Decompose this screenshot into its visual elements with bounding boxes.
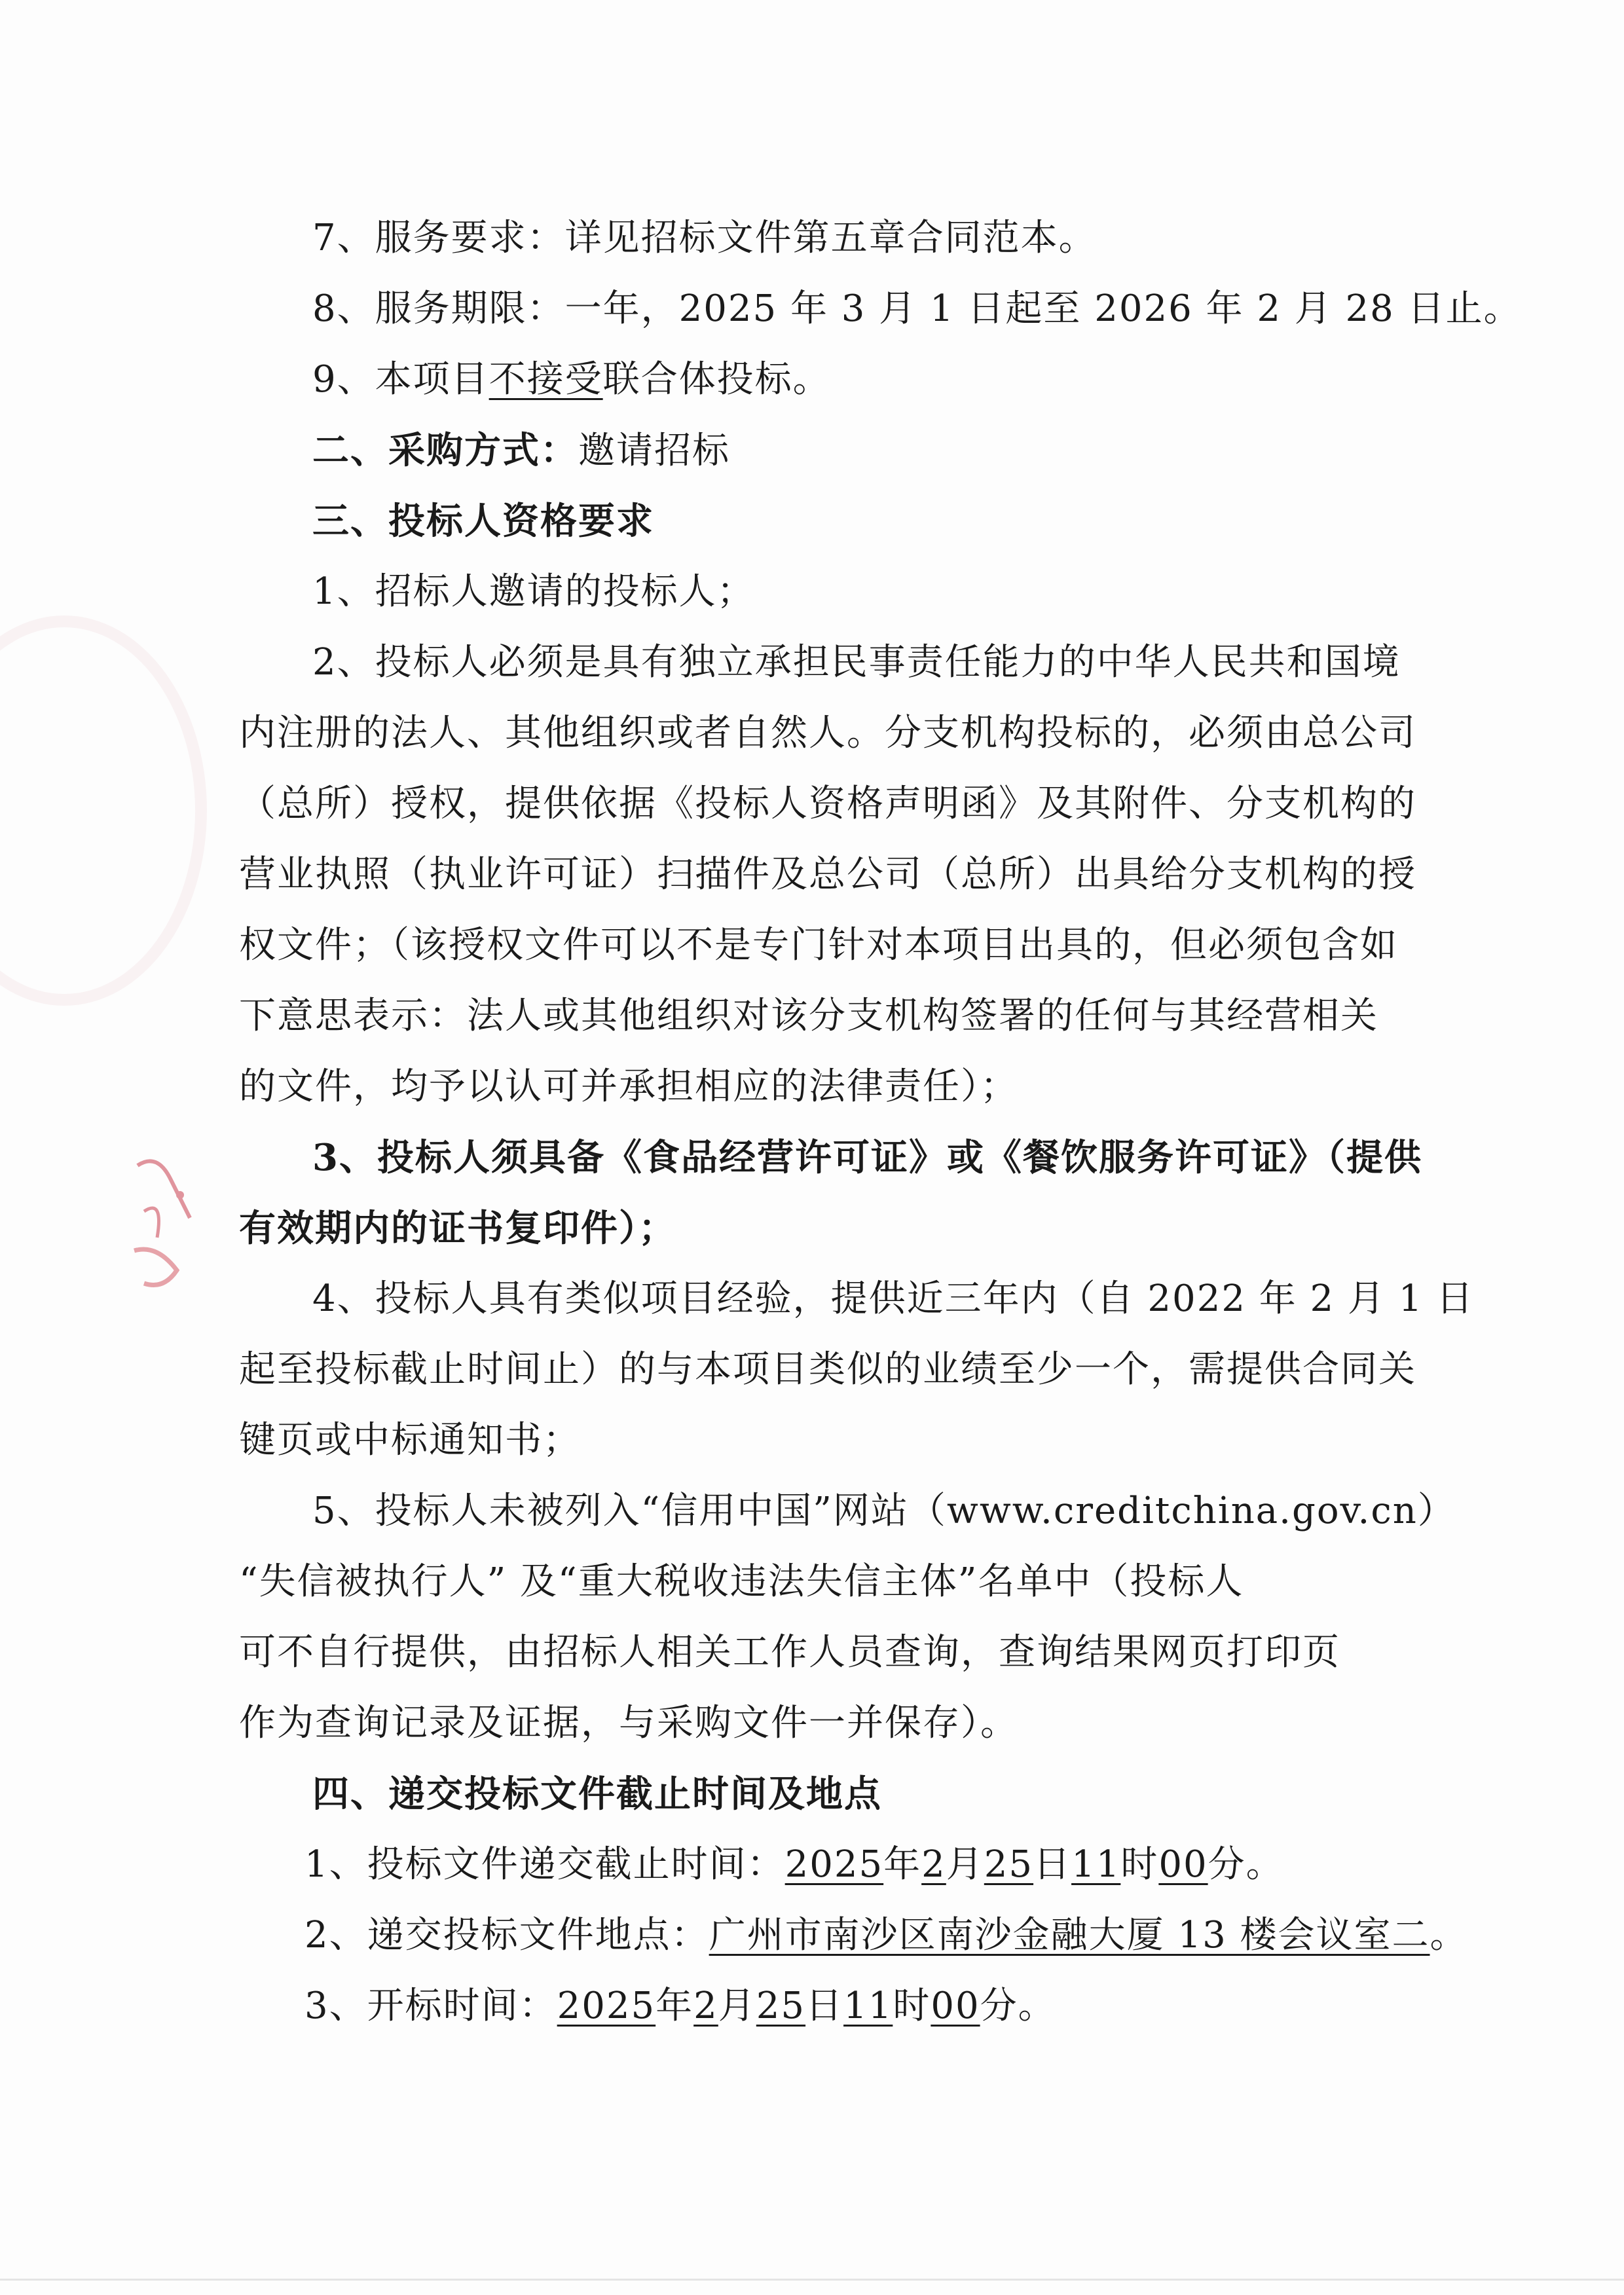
requirement-4-line: 键页或中标通知书； [239, 1419, 581, 1461]
opening-label: 3、开标时间： [304, 1985, 557, 2027]
requirement-2-line: 内注册的法人、其他组织或者自然人。分支机构投标的，必须由总公司 [239, 712, 1416, 754]
unit-minute: 分。 [1208, 1843, 1284, 1886]
document-body [239, 203, 1522, 2042]
opening-hour: 11 [843, 1985, 893, 2027]
requirement-2-line: 的文件，均予以认可并承担相应的法律责任）； [239, 1065, 1018, 1108]
deadline-month: 2 [921, 1843, 946, 1886]
requirement-1: 1、招标人邀请的投标人； [312, 570, 755, 613]
page-bottom-edge [0, 2279, 1624, 2281]
unit-year: 年 [655, 1985, 694, 2027]
section-4-heading: 四、递交投标文件截止时间及地点 [312, 1772, 882, 1816]
unit-day: 日 [805, 1985, 844, 2027]
unit-month: 月 [718, 1985, 756, 2027]
requirement-2-line: （总所）授权，提供依据《投标人资格声明函》及其附件、分支机构的 [239, 782, 1416, 825]
unit-year: 年 [883, 1843, 922, 1886]
requirement-2-line: 下意思表示：法人或其他组织对该分支机构签署的任何与其经营相关 [239, 995, 1378, 1037]
item-8: 8、服务期限：一年，2025 年 3 月 1 日起至 2026 年 2 月 28 日止。 [312, 287, 1522, 330]
requirement-3-line: 有效期内的证书复印件）； [239, 1207, 676, 1250]
requirement-4-line: 4、投标人具有类似项目经验，提供近三年内（自 2022 年 2 月 1 日 [312, 1277, 1475, 1320]
requirement-2-line: 营业执照（执业许可证）扫描件及总公司（总所）出具给分支机构的授 [239, 853, 1416, 896]
deadline-year: 2025 [784, 1843, 884, 1886]
item-9-prefix: 9、本项目 [312, 358, 489, 401]
item-9 [239, 344, 1392, 415]
unit-minute: 分。 [980, 1985, 1056, 2027]
requirement-5-line: 5、投标人未被列入“信用中国”网站（www.creditchina.gov.cn） [312, 1490, 1456, 1532]
unit-hour: 时 [1120, 1843, 1159, 1886]
requirement-5-line: 作为查询记录及证据，与采购文件一并保存）。 [239, 1702, 1018, 1744]
deadline-hour: 11 [1071, 1843, 1121, 1886]
deadline-label: 1、投标文件递交截止时间： [304, 1843, 785, 1886]
unit-month: 月 [946, 1843, 984, 1886]
section-2-value: 邀请招标 [578, 430, 730, 472]
unit-hour: 时 [893, 1985, 931, 2027]
red-seal-fragment [118, 1139, 229, 1310]
place-label: 2、递交投标文件地点： [304, 1914, 709, 1956]
requirement-3-line: 3、投标人须具备《食品经营许可证》或《餐饮服务许可证》（提供 [312, 1136, 1422, 1179]
section-2 [239, 415, 1392, 486]
requirement-5-line: 可不自行提供，由招标人相关工作人员查询，查询结果网页打印页 [239, 1631, 1340, 1674]
place-value: 广州市南沙区南沙金融大厦 13 楼会议室二 [709, 1914, 1430, 1956]
opening-year: 2025 [557, 1985, 656, 2027]
deadline-line [239, 1829, 1392, 1900]
requirement-2-line: 2、投标人必须是具有独立承担民事责任能力的中华人民共和国境 [312, 641, 1401, 684]
item-9-suffix: 联合体投标。 [602, 358, 831, 401]
item-9-underlined: 不接受 [489, 358, 603, 401]
deadline-minute: 00 [1158, 1843, 1208, 1886]
faint-seal-mark [0, 615, 207, 1006]
requirement-4-line: 起至投标截止时间止）的与本项目类似的业绩至少一个，需提供合同关 [239, 1348, 1416, 1391]
unit-day: 日 [1033, 1843, 1072, 1886]
place-line [239, 1900, 1468, 1971]
section-2-heading: 二、采购方式： [312, 429, 578, 472]
opening-day: 25 [756, 1985, 806, 2027]
requirement-2-line: 权文件；（该授权文件可以不是专门针对本项目出具的，但必须包含如 [239, 924, 1398, 966]
deadline-day: 25 [984, 1843, 1034, 1886]
opening-month: 2 [693, 1985, 718, 2027]
opening-minute: 00 [931, 1985, 980, 2027]
place-end: 。 [1430, 1914, 1468, 1956]
item-7: 7、服务要求：详见招标文件第五章合同范本。 [312, 217, 1097, 259]
requirement-5-line: “失信被执行人” 及“重大税收违法失信主体”名单中（投标人 [239, 1560, 1244, 1603]
opening-time-line [239, 1971, 1392, 2042]
section-3-heading: 三、投标人资格要求 [312, 500, 654, 543]
